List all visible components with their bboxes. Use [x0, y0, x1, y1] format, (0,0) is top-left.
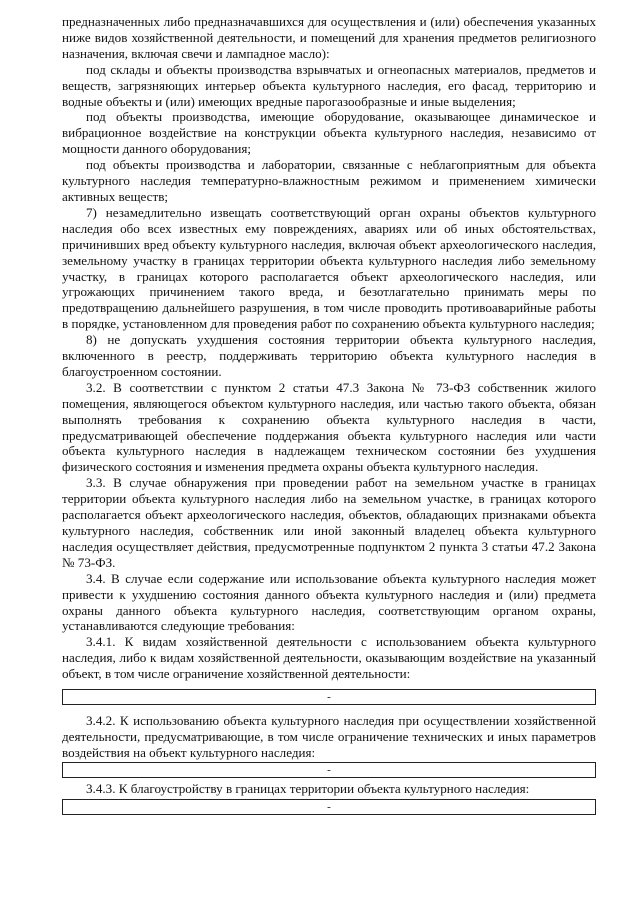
paragraph: под объекты производства, имеющие оборудование, оказывающее динамическое и вибрационное воздействие на конструкции объекта культурного наследия, независимо от мощности данного оборудования;	[62, 109, 596, 157]
paragraph: предназначенных либо предназначавшихся для осуществления и (или) обеспечения указанных ниже видов хозяйственной деятельности, и помещений для хранения предметов религиозного назначения, включая свечи и лампадное масло):	[62, 14, 596, 61]
paragraph-3-4-2: 3.4.2. К использованию объекта культурного наследия при осуществлении хозяйственной деятельности, предусматривающие, в том числе ограничение технических и иных параметров воздействия на объект культурного наследия:	[62, 713, 596, 760]
paragraph: 3.2. В соответствии с пунктом 2 статьи 47.3 Закона № 73-ФЗ собственник жилого помещения, являющегося объектом культурного наследия, или частью такого объекта, обязан выполнять требования к сохранению объекта культурного наследия в части, предусматривающей обеспечение поддержания объекта культурного наследия или части объекта культурного наследия в надлежащем техническом состоянии без ухудшения физического состояния и изменения предмета охраны объекта культурного наследия.	[62, 379, 596, 475]
paragraph: 8) не допускать ухудшения состояния территории объекта культурного наследия, включенного в реестр, поддерживать территорию объекта культурного наследия в благоустроенном состоянии.	[62, 332, 596, 379]
document-page	[62, 14, 596, 815]
paragraph: под объекты производства и лаборатории, связанные с неблагоприятным для объекта культурного наследия температурно-влажностным режимом и применением химически активных веществ;	[62, 157, 596, 204]
paragraph: 7) незамедлительно извещать соответствующий орган охраны объектов культурного наследия обо всех известных ему повреждениях, авариях или об иных обстоятельствах, причинивших вред объекту культурного наследия, включая объект археологического наследия, земельному участку в границах территории объекта культурного наследия либо земельному участку, в границах которого располагается объект археологического наследия, или угрожающих причинением такого вреда, и безотлагательно принимать меры по предотвращению дальнейшего разрушения, в том числе проводить противоаварийные работы в порядке, установленном для проведения работ по сохранению объекта культурного наследия;	[62, 204, 596, 332]
paragraph: 3.4. В случае если содержание или использование объекта культурного наследия может привести к ухудшению состояния данного объекта культурного наследия и (или) предмета охраны данного объекта культурного наследия, соответствующим органом охраны, устанавливаются следующие требования:	[62, 570, 596, 634]
requirement-box-3-4-2: -	[62, 762, 596, 778]
paragraph: 3.4.1. К видам хозяйственной деятельности с использованием объекта культурного наследия, либо к видам хозяйственной деятельности, оказывающим воздействие на указанный объект, в том числе ограничение хозяйственной деятельности:	[62, 634, 596, 682]
paragraph-3-4-3: 3.4.3. К благоустройству в границах территории объекта культурного наследия:	[86, 780, 530, 796]
paragraph: под склады и объекты производства взрывчатых и огнеопасных материалов, предметов и веществ, загрязняющих интерьер объекта культурного наследия, его фасад, территорию и водные объекты и (или) имеющих вредные парогазообразные и иные выделения;	[62, 61, 596, 109]
paragraph: 3.3. В случае обнаружения при проведении работ на земельном участке в границах территории объекта культурного наследия либо на земельном участке, в границах которого располагается объект археологического наследия, объектов, обладающих признаками объекта культурного наследия, собственник или иной законный владелец объекта культурного наследия осуществляет действия, предусмотренные подпунктом 2 пункта 3 статьи 47.2 Закона № 73-ФЗ.	[62, 475, 596, 570]
requirement-box-3-4-1: -	[62, 689, 596, 705]
requirement-box-3-4-3: -	[62, 799, 596, 815]
